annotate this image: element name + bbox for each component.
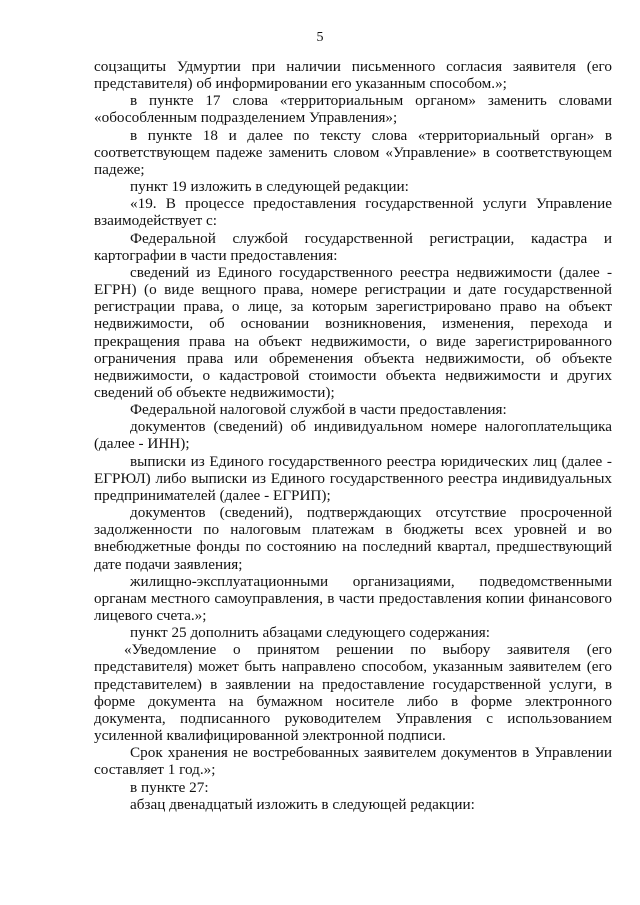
paragraph: документов (сведений) об индивидуальном номере налогоплательщика (далее - ИНН); xyxy=(94,418,612,453)
paragraph: в пункте 27: xyxy=(130,778,209,796)
paragraph: выписки из Единого государственного реестра юридических лиц (далее - ЕГРЮЛ) либо выписки из Единого государственного реестра индивидуальных предпринимателей (далее - ЕГРИП); xyxy=(94,452,612,504)
paragraph: документов (сведений), подтверждающих отсутствие просроченной задолженности по налоговым платежам в бюджеты всех уровней и во внебюджетные фонды по состоянию на последний квартал, предшествующий дате подачи заявления; xyxy=(94,504,612,573)
paragraph: Срок хранения не востребованных заявителем документов в Управлении составляет 1 год.»; xyxy=(94,744,612,779)
paragraph: в пункте 18 и далее по тексту слова «территориальный орган» в соответствующем падеже заменить словом «Управление» в соответствующем падеже; xyxy=(94,126,612,178)
paragraph: жилищно-эксплуатационными организациями, подведомственными органам местного самоуправления, в части предоставления копии финансового лицевого счета.»; xyxy=(94,572,612,624)
paragraph: «19. В процессе предоставления государственной услуги Управление взаимодействует с: xyxy=(94,195,612,230)
paragraph: пункт 25 дополнить абзацами следующего содержания: xyxy=(130,624,490,642)
paragraph: абзац двенадцатый изложить в следующей редакции: xyxy=(130,795,475,813)
paragraph: Федеральной службой государственной регистрации, кадастра и картографии в части предоставления: xyxy=(94,229,612,264)
page-number: 5 xyxy=(316,30,324,45)
paragraph: сведений из Единого государственного реестра недвижимости (далее - ЕГРН) (о виде вещного права, номере регистрации и дате государственной регистрации права, о лице, за которым зарегистрировано право на объект недвижимости, об основании возникновения, изменения, перехода и прекращения права на объект недвижимости, о виде зарегистрированного ограничения права или обременения объекта недвижимости, об объекте недвижимости, о кадастровой стоимости объекта недвижимости и других сведений об объекте недвижимости); xyxy=(94,263,612,401)
document-body xyxy=(94,58,612,813)
paragraph: соцзащиты Удмуртии при наличии письменного согласия заявителя (его представителя) об информировании его указанным способом.»; xyxy=(94,58,612,93)
paragraph: «Уведомление о принятом решении по выбору заявителя (его представителя) может быть направлено способом, указанным заявителем (его представителем) в заявлении на предоставление государственной услуги, в форме документа на бумажном носителе либо в форме электронного документа, подписанного руководителем Управления с использованием усиленной квалифицированной электронной подписи. xyxy=(94,641,612,745)
paragraph: пункт 19 изложить в следующей редакции: xyxy=(130,178,409,196)
paragraph: в пункте 17 слова «территориальным органом» заменить словами «обособленным подразделением Управления»; xyxy=(94,92,612,127)
paragraph: Федеральной налоговой службой в части предоставления: xyxy=(130,401,507,419)
